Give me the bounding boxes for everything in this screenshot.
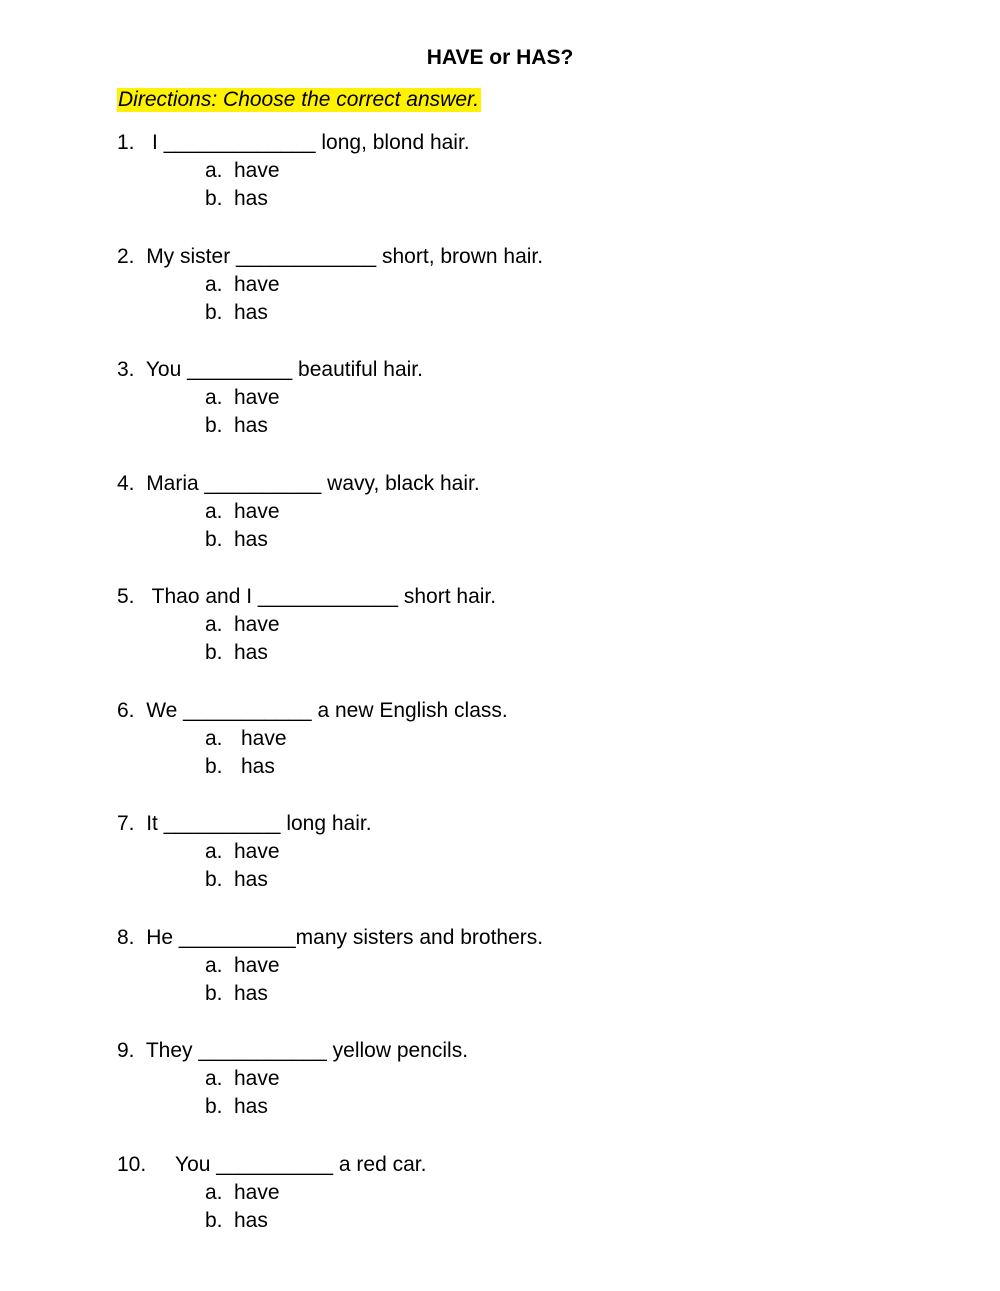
answer-options	[205, 838, 280, 894]
question-number: 2.	[117, 244, 135, 268]
answer-option-a[interactable]	[205, 157, 280, 185]
answer-option-a[interactable]	[205, 1179, 280, 1207]
question-line	[117, 243, 543, 271]
worksheet-title: HAVE or HAS?	[426, 46, 574, 69]
option-text: has	[234, 641, 268, 664]
answer-option-a[interactable]	[205, 498, 280, 526]
question-gap	[135, 699, 147, 722]
option-text: has	[234, 187, 268, 210]
option-letter: b.	[205, 754, 223, 778]
question-text: Maria __________ wavy, black hair.	[146, 471, 480, 495]
option-letter: a.	[205, 953, 223, 977]
question-number: 6.	[117, 698, 135, 722]
answer-option-b[interactable]	[205, 639, 280, 667]
option-text: have	[234, 1067, 280, 1090]
question-item	[117, 697, 877, 811]
answer-option-a[interactable]	[205, 725, 287, 753]
question-line	[117, 356, 423, 384]
question-item	[117, 470, 877, 584]
question-item	[117, 356, 877, 470]
answer-option-a[interactable]	[205, 838, 280, 866]
answer-options	[205, 1065, 280, 1121]
option-text: have	[234, 953, 280, 977]
answer-option-b[interactable]	[205, 1207, 280, 1235]
question-text: I _____________ long, blond hair.	[152, 131, 470, 154]
question-item	[117, 810, 877, 924]
option-letter: b.	[205, 868, 223, 891]
answer-options	[205, 157, 280, 213]
question-number: 1.	[117, 131, 135, 154]
option-letter: a.	[205, 1067, 223, 1090]
option-text: has	[234, 868, 268, 891]
question-number: 3.	[117, 358, 135, 381]
option-text: has	[234, 1095, 268, 1118]
question-text: Thao and I ____________ short hair.	[151, 585, 497, 608]
question-number: 5.	[117, 585, 135, 608]
answer-options	[205, 611, 280, 667]
option-letter: b.	[205, 414, 223, 437]
answer-option-a[interactable]	[205, 1065, 280, 1093]
option-text: have	[234, 159, 280, 182]
answer-option-b[interactable]	[205, 753, 287, 781]
question-number: 4.	[117, 471, 135, 495]
answer-options	[205, 1179, 280, 1235]
option-letter: b.	[205, 981, 223, 1005]
option-text: has	[241, 754, 275, 778]
question-item	[117, 1151, 877, 1265]
question-number: 8.	[117, 925, 135, 949]
question-gap	[135, 472, 147, 495]
question-text: It __________ long hair.	[146, 812, 372, 835]
option-text: has	[234, 981, 268, 1005]
answer-options	[205, 498, 280, 554]
option-letter: b.	[205, 1208, 223, 1232]
option-letter: a.	[205, 1180, 223, 1204]
question-gap	[135, 245, 147, 268]
question-line	[117, 924, 543, 952]
option-text: has	[234, 1208, 268, 1232]
question-gap	[135, 131, 153, 154]
option-letter: a.	[205, 840, 223, 863]
answer-options	[205, 952, 280, 1008]
answer-option-b[interactable]	[205, 299, 280, 327]
option-text: have	[234, 613, 280, 636]
question-line	[117, 583, 496, 611]
option-letter: a.	[205, 272, 223, 296]
option-text: have	[241, 726, 287, 750]
answer-option-a[interactable]	[205, 611, 280, 639]
question-line	[117, 470, 480, 498]
question-line	[117, 1037, 468, 1065]
question-line	[117, 697, 508, 725]
answer-option-a[interactable]	[205, 271, 280, 299]
question-item	[117, 1037, 877, 1151]
question-line	[117, 1151, 426, 1179]
option-letter: b.	[205, 527, 223, 551]
question-list	[117, 129, 877, 1264]
answer-option-b[interactable]	[205, 980, 280, 1008]
answer-option-a[interactable]	[205, 952, 280, 980]
option-text: have	[234, 386, 280, 409]
option-text: have	[234, 840, 280, 863]
question-item	[117, 924, 877, 1038]
answer-option-b[interactable]	[205, 526, 280, 554]
question-item	[117, 243, 877, 357]
option-letter: a.	[205, 159, 223, 182]
question-line	[117, 810, 372, 838]
answer-options	[205, 725, 287, 781]
question-text: We ___________ a new English class.	[146, 698, 508, 722]
directions-text: Directions: Choose the correct answer.	[118, 88, 480, 111]
option-letter: a.	[205, 613, 223, 636]
question-text: You _________ beautiful hair.	[145, 358, 423, 381]
question-number: 10.	[117, 1152, 147, 1176]
answer-option-b[interactable]	[205, 412, 280, 440]
question-gap	[146, 1153, 175, 1176]
question-line	[117, 129, 470, 157]
question-gap	[135, 358, 146, 381]
option-letter: a.	[205, 499, 223, 523]
answer-option-a[interactable]	[205, 384, 280, 412]
question-gap	[135, 585, 152, 608]
question-number: 9.	[117, 1039, 135, 1062]
question-gap	[135, 926, 147, 949]
question-text: You __________ a red car.	[175, 1152, 427, 1176]
question-gap	[135, 1039, 146, 1062]
option-text: has	[234, 527, 268, 551]
option-letter: a.	[205, 386, 223, 409]
option-text: have	[234, 1180, 280, 1204]
answer-options	[205, 271, 280, 327]
question-number: 7.	[117, 812, 135, 835]
question-text: My sister ____________ short, brown hair.	[146, 244, 544, 268]
option-text: have	[234, 272, 280, 296]
answer-option-b[interactable]	[205, 866, 280, 894]
answer-option-b[interactable]	[205, 185, 280, 213]
answer-option-b[interactable]	[205, 1093, 280, 1121]
option-letter: b.	[205, 300, 223, 324]
option-letter: b.	[205, 641, 223, 664]
question-text: He __________many sisters and brothers.	[146, 925, 544, 949]
option-letter: b.	[205, 1095, 223, 1118]
question-item	[117, 129, 877, 243]
question-item	[117, 583, 877, 697]
option-text: has	[234, 414, 268, 437]
answer-options	[205, 384, 280, 440]
question-gap	[135, 812, 147, 835]
option-letter: b.	[205, 187, 223, 210]
option-text: have	[234, 499, 280, 523]
option-text: has	[234, 300, 268, 324]
option-letter: a.	[205, 726, 223, 750]
question-text: They ___________ yellow pencils.	[145, 1039, 469, 1062]
